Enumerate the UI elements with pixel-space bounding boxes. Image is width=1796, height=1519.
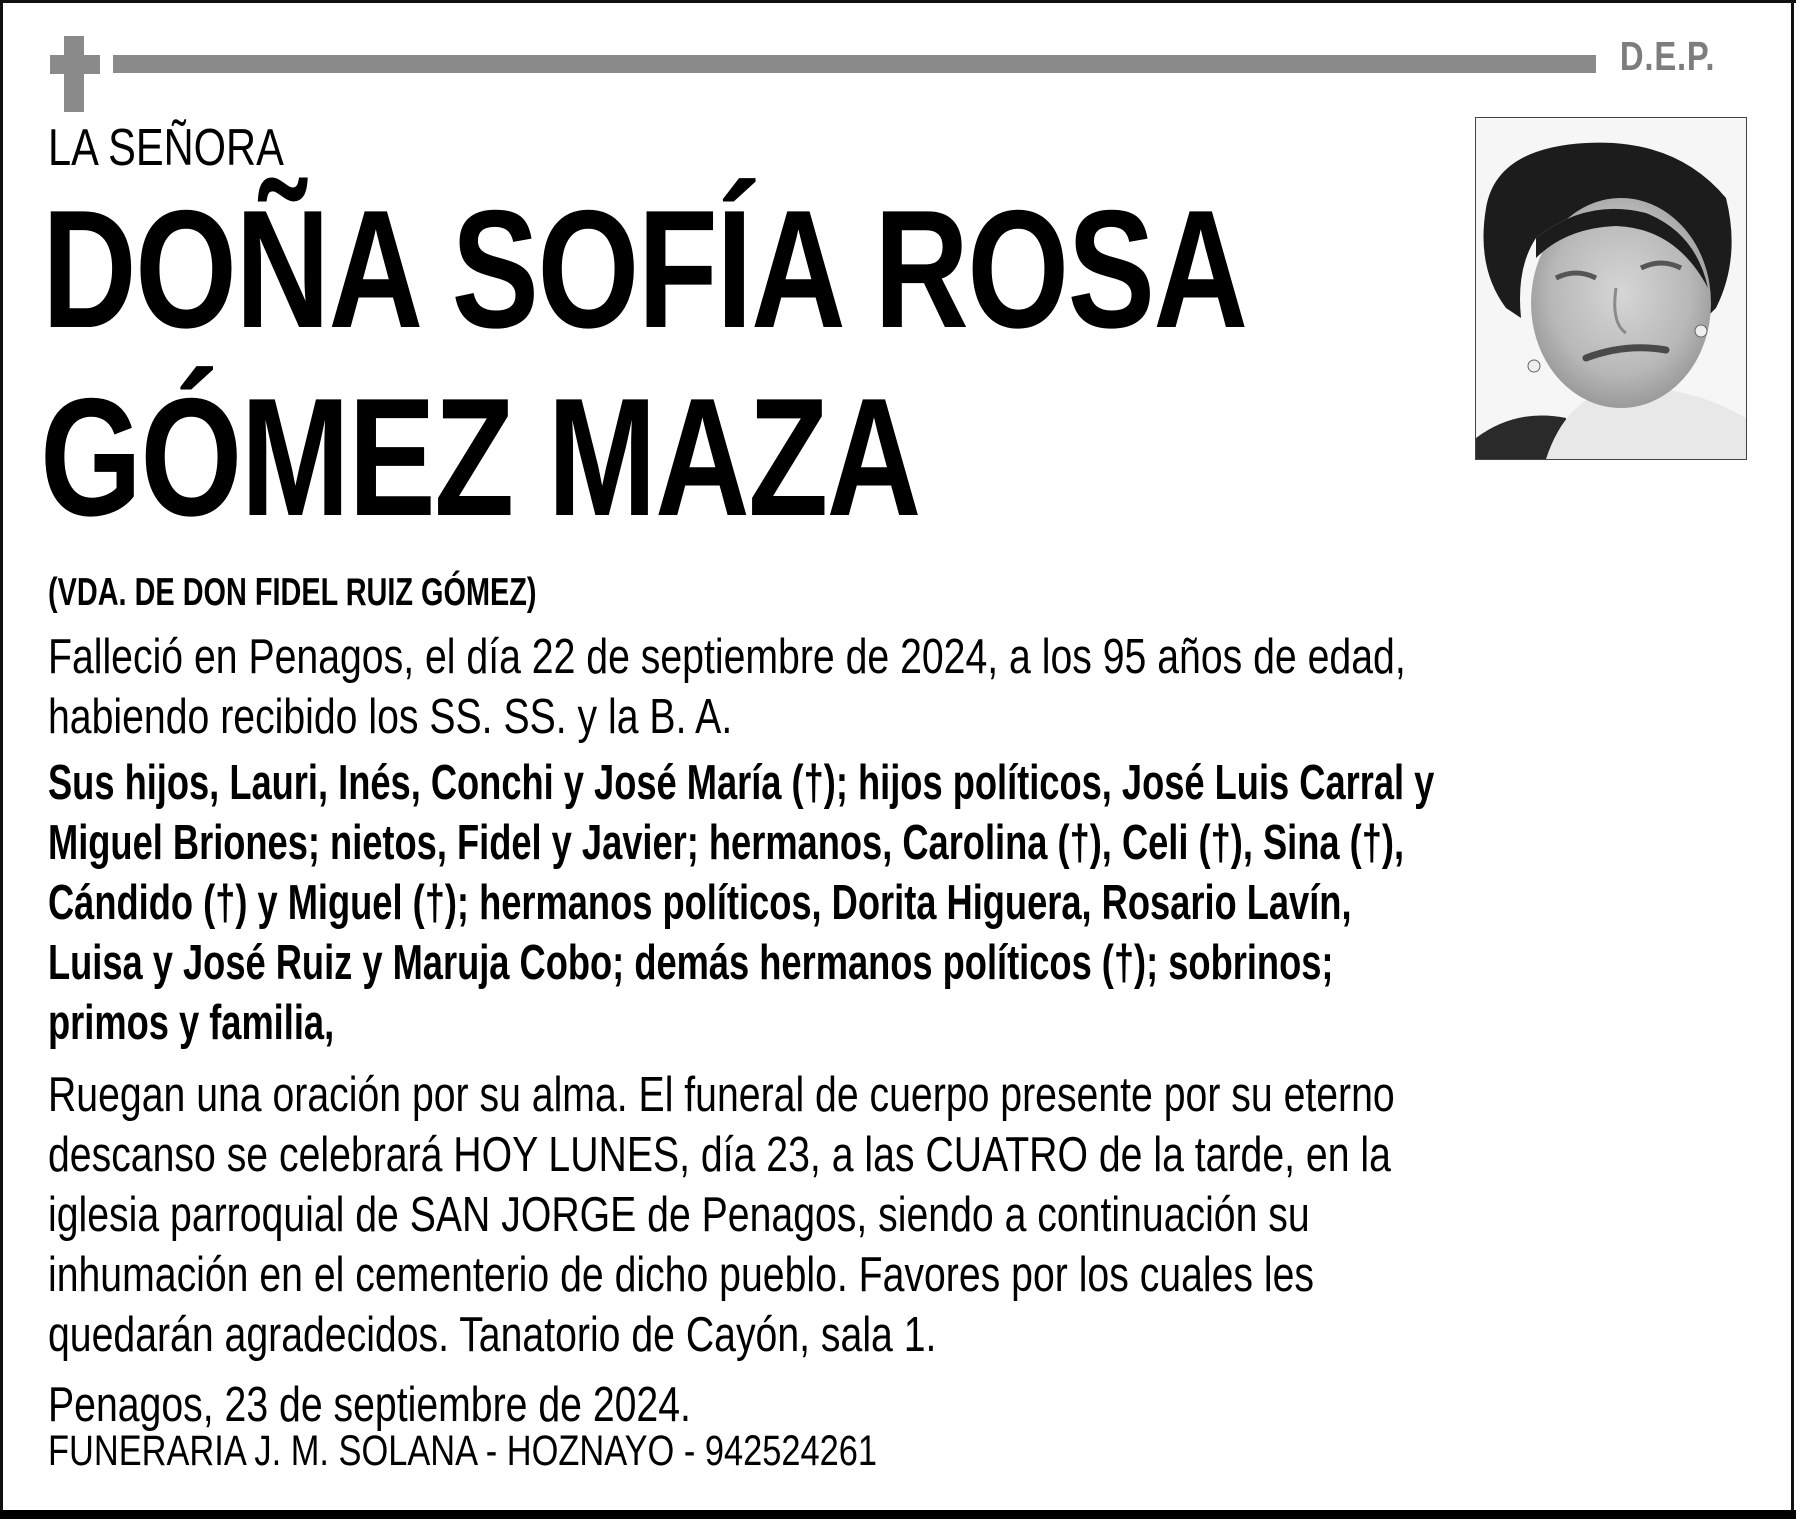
portrait-image [1476, 118, 1746, 459]
death-line: habiendo recibido los SS. SS. y la B. A. [48, 690, 733, 744]
cross-horizontal-bar [50, 55, 100, 74]
honorific: LA SEÑORA [48, 119, 284, 177]
place-date: Penagos, 23 de septiembre de 2024. [48, 1378, 691, 1432]
cross-vertical-bar [64, 36, 84, 112]
funeral-line: iglesia parroquial de SAN JORGE de Penagos, siendo a continuación su [48, 1188, 1310, 1242]
deceased-name-line-1: DOÑA SOFÍA ROSA [42, 175, 1247, 363]
dep-label: D.E.P. [1619, 33, 1716, 79]
header-rule [113, 55, 1596, 73]
funeral-line: descanso se celebrará HOY LUNES, día 23, a las CUATRO de la tarde, en la [48, 1128, 1391, 1182]
border-right [1791, 0, 1794, 1512]
death-line: Falleció en Penagos, el día 22 de septiembre de 2024, a los 95 años de edad, [48, 630, 1406, 684]
family-line: Cándido (†) y Miguel (†); hermanos políticos, Dorita Higuera, Rosario Lavín, [48, 876, 1352, 930]
funeral-home: FUNERARIA J. M. SOLANA - HOZNAYO - 942524261 [48, 1427, 878, 1475]
funeral-line: Ruegan una oración por su alma. El funeral de cuerpo presente por su eterno [48, 1068, 1395, 1122]
funeral-line: quedarán agradecidos. Tanatorio de Cayón, sala 1. [48, 1308, 937, 1362]
family-line: Luisa y José Ruiz y Maruja Cobo; demás hermanos políticos (†); sobrinos; [48, 936, 1334, 990]
border-top [0, 0, 1796, 3]
family-line: primos y familia, [48, 996, 335, 1050]
portrait-photo [1475, 117, 1747, 460]
widow-of: (VDA. DE DON FIDEL RUIZ GÓMEZ) [48, 571, 537, 614]
family-line: Miguel Briones; nietos, Fidel y Javier; hermanos, Carolina (†), Celi (†), Sina (†), [48, 816, 1405, 870]
funeral-line: inhumación en el cementerio de dicho pueblo. Favores por los cuales les [48, 1248, 1315, 1302]
deceased-name-line-2: GÓMEZ MAZA [40, 363, 920, 551]
border-left [0, 0, 3, 1519]
family-line: Sus hijos, Lauri, Inés, Conchi y José María (†); hijos políticos, José Luis Carral y [48, 756, 1435, 810]
border-bottom [0, 1510, 1796, 1519]
